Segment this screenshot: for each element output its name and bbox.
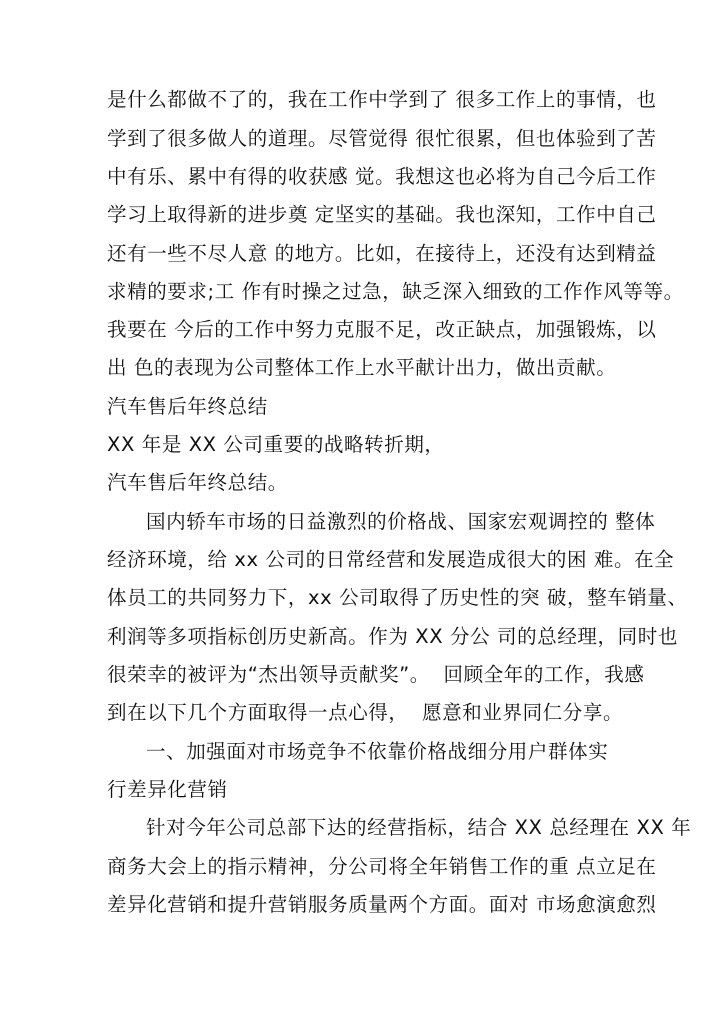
text-line: XX 年是 XX 公司重要的战略转折期， bbox=[107, 433, 445, 456]
text-line: 差异化营销和提升营销服务质量两个方面。面对 市场愈演愈烈 bbox=[107, 893, 657, 916]
text-line: 利润等多项指标创历史新高。作为 XX 分公 司的总经理，同时也 bbox=[107, 625, 678, 648]
text-line: 出 色的表现为公司整体工作上水平献计出力，做出贡献。 bbox=[107, 356, 617, 379]
text-line: 很荣幸的被评为“杰出领导贡献奖”。 回顾全年的工作，我感 bbox=[107, 663, 645, 686]
text-line: 我要在 今后的工作中努力克服不足，改正缺点，加强锻炼，以 bbox=[107, 318, 657, 341]
text-line: 学习上取得新的进步奠 定坚实的基础。我也深知，工作中自己 bbox=[107, 203, 657, 226]
section-title: 汽车售后年终总结 bbox=[107, 395, 268, 418]
paragraph-first-line: 针对今年公司总部下达的经营指标，结合 XX 总经理在 XX 年 bbox=[146, 816, 692, 839]
paragraph-first-line: 国内轿车市场的日益激烈的价格战、国家宏观调控的 整体 bbox=[146, 510, 656, 533]
text-line: 还有一些不尽人意 的地方。比如，在接待上，还没有达到精益 bbox=[107, 242, 657, 265]
text-line: 是什么都做不了的，我在工作中学到了 很多工作上的事情，也 bbox=[107, 88, 657, 111]
text-line: 体员工的共同努力下，xx 公司取得了历史性的突 破，整车销量、 bbox=[107, 586, 688, 609]
subsection-heading-cont: 行差异化营销 bbox=[107, 778, 228, 801]
subsection-heading: 一、加强面对市场竞争不依靠价格战细分用户群体实 bbox=[146, 740, 609, 763]
text-line: 求精的要求;工 作有时操之过急，缺乏深入细致的工作作风等等。 bbox=[107, 280, 684, 303]
text-line: 到在以下几个方面取得一点心得， 愿意和业界同仁分享。 bbox=[107, 701, 624, 724]
text-line: 经济环境，给 xx 公司的日常经营和发展造成很大的困 难。在全 bbox=[107, 548, 675, 571]
text-line: 中有乐、累中有得的收获感 觉。我想这也必将为自己今后工作 bbox=[107, 165, 657, 188]
text-line: 商务大会上的指示精神，分公司将全年销售工作的重 点立足在 bbox=[107, 855, 657, 878]
text-line: 汽车售后年终总结。 bbox=[107, 471, 288, 494]
text-line: 学到了很多做人的道理。尽管觉得 很忙很累，但也体验到了苦 bbox=[107, 127, 657, 150]
